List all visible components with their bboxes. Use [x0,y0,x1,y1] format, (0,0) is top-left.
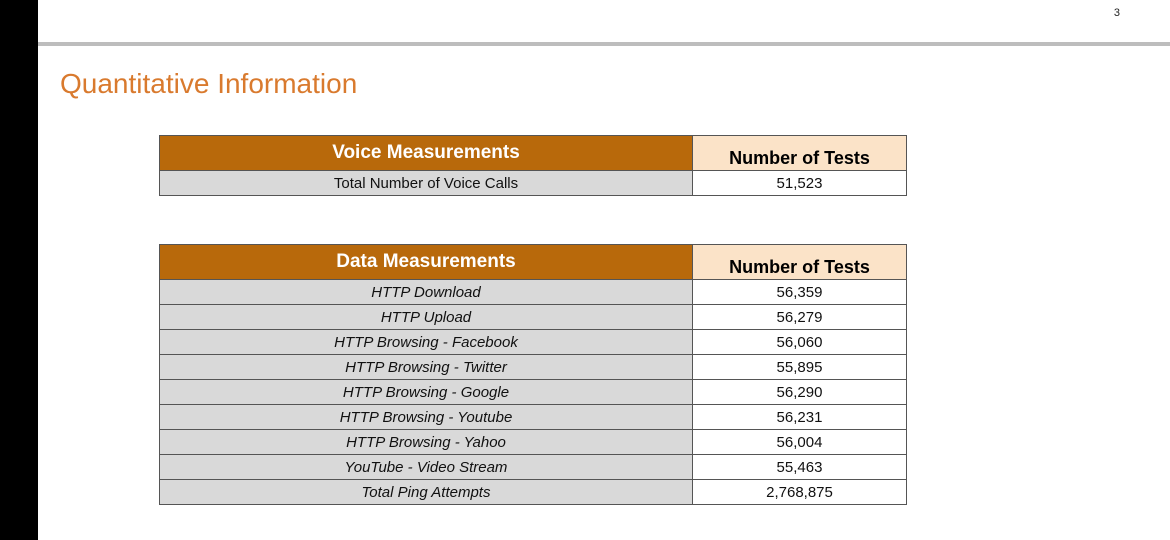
row-label: HTTP Browsing - Yahoo [160,430,693,455]
voice-header: Voice Measurements [160,136,693,171]
table-row [160,405,907,430]
row-value: 56,359 [693,280,907,305]
row-label: Total Number of Voice Calls [160,171,693,196]
data-measurements-table [159,244,907,505]
row-value: 56,004 [693,430,907,455]
row-label: YouTube - Video Stream [160,455,693,480]
row-value: 55,463 [693,455,907,480]
row-value: 51,523 [693,171,907,196]
table-row [160,480,907,505]
table-row [160,430,907,455]
table-row [160,171,907,196]
data-header: Data Measurements [160,245,693,280]
voice-count-header: Number of Tests [693,136,907,171]
data-count-header: Number of Tests [693,245,907,280]
row-value: 56,060 [693,330,907,355]
table-row [160,355,907,380]
row-value: 55,895 [693,355,907,380]
table-row [160,455,907,480]
row-label: HTTP Browsing - Facebook [160,330,693,355]
table-row [160,280,907,305]
table-header-row [160,245,907,280]
left-edge-bar [0,0,38,540]
voice-measurements-table [159,135,907,196]
row-label: HTTP Browsing - Twitter [160,355,693,380]
table-row [160,330,907,355]
row-label: Total Ping Attempts [160,480,693,505]
row-label: HTTP Download [160,280,693,305]
page-number: 3 [1113,7,1120,19]
row-label: HTTP Browsing - Youtube [160,405,693,430]
top-divider [38,42,1170,46]
row-value: 56,279 [693,305,907,330]
row-value: 56,231 [693,405,907,430]
table-header-row [160,136,907,171]
table-row [160,305,907,330]
row-value: 56,290 [693,380,907,405]
page-title: Quantitative Information [60,68,358,99]
row-label: HTTP Browsing - Google [160,380,693,405]
row-label: HTTP Upload [160,305,693,330]
row-value: 2,768,875 [693,480,907,505]
table-row [160,380,907,405]
